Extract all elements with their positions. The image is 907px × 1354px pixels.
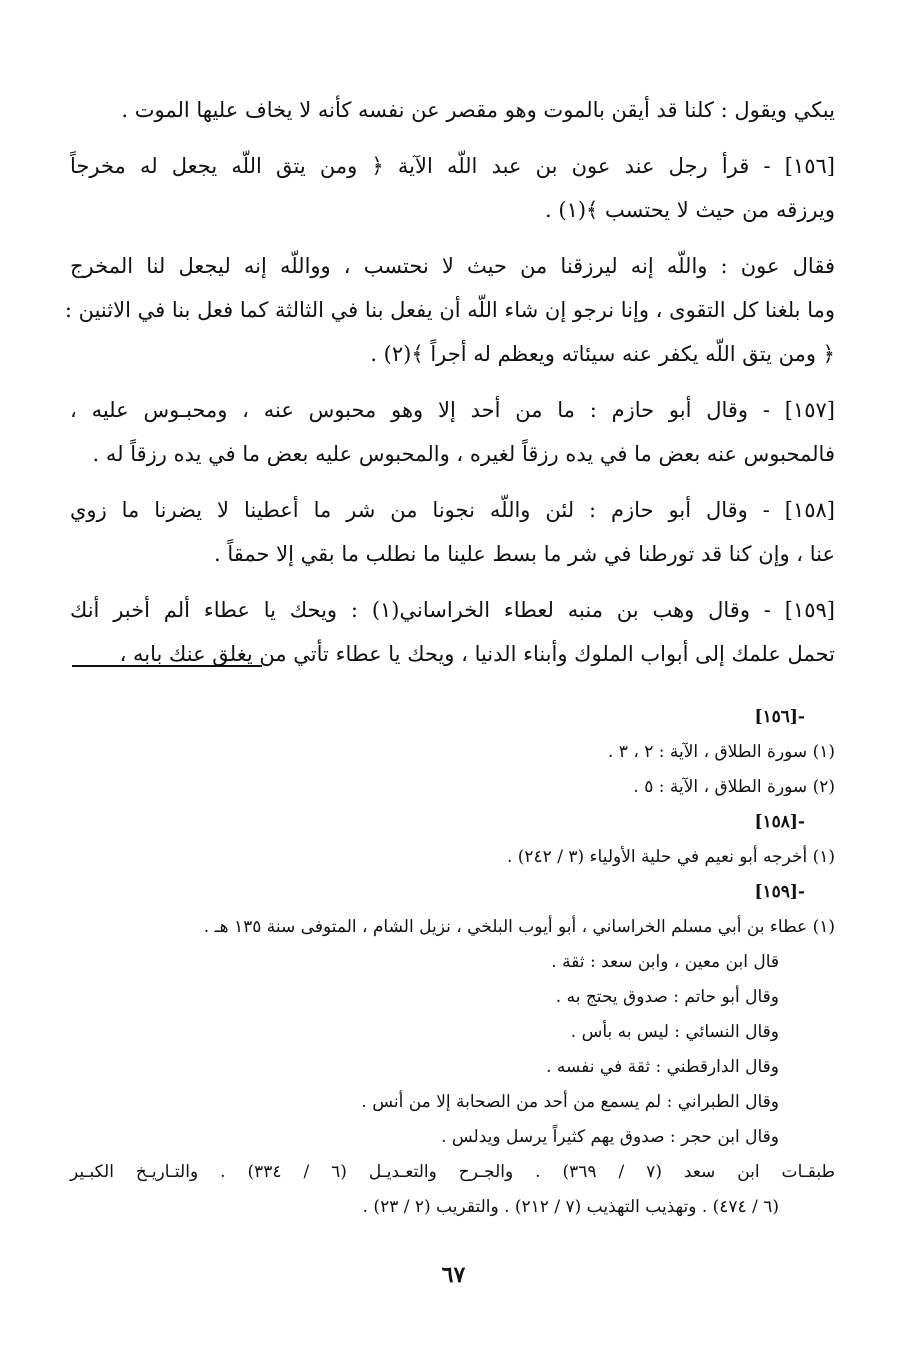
footnote-line: وقال الدارقطني : ثقة في نفسه . — [546, 1057, 779, 1077]
footnote-line: وقال النسائي : ليس به بأس . — [570, 1022, 779, 1042]
paragraph — [64, 244, 835, 376]
main-text — [64, 88, 835, 688]
footnote-heading: -[١٥٦] — [754, 707, 805, 727]
text-line: تحمل علمك إلى أبواب الملوك وأبناء الدنيا ، ويحك يا عطاء تأتي من يغلق عنك بابه ، — [119, 642, 835, 666]
footnote-line: وقال ابن حجر : صدوق يهم كثيراً يرسل ويدلس . — [441, 1127, 779, 1147]
footnote-line: (٢) سورة الطلاق ، الآية : ٥ . — [633, 777, 835, 797]
paragraph — [70, 388, 835, 476]
text-line: ويرزقه من حيث لا يحتسب ﴾(١) . — [545, 198, 835, 222]
text-line: فقال عون : واللّه إنه ليرزقنا من حيث لا نحتسب ، وواللّه إنه ليجعل لنا المخرج — [70, 254, 835, 278]
footnote-heading: -[١٥٩] — [754, 882, 805, 902]
footnotes — [70, 700, 835, 1225]
footnote-line: قال ابن معين ، وابن سعد : ثقة . — [551, 952, 779, 972]
text-line: يبكي ويقول : كلنا قد أيقن بالموت وهو مقصر عن نفسه كأنه لا يخاف عليها الموت . — [121, 98, 835, 122]
text-line: [١٥٦] - قرأ رجل عند عون بن عبد اللّه الآية ﴿ ومن يتق اللّه يجعل له مخرجاً — [70, 154, 835, 178]
text-line: ﴿ ومن يتق اللّه يكفر عنه سيئاته ويعظم له أجراً ﴾(٢) . — [370, 342, 835, 366]
footnote-line: وقال الطبراني : لم يسمع من أحد من الصحابة إلا من أنس . — [361, 1092, 779, 1112]
footnote-line: (٦ / ٤٧٤) . وتهذيب التهذيب (٧ / ٢١٢) . والتقريب (٢ / ٢٣) . — [362, 1197, 779, 1217]
footnote-heading: -[١٥٨] — [754, 812, 805, 832]
footnote-line: (١) أخرجه أبو نعيم في حلية الأولياء (٣ / ٢٤٢) . — [506, 847, 835, 867]
text-line: وما بلغنا كل التقوى ، وإنا نرجو إن شاء اللّه أن يفعل بنا في الثالثة كما فعل بنا في الاثنين : — [64, 298, 835, 322]
text-line: فالمحبوس عنه بعض ما في يده رزقاً لغيره ، والمحبوس عليه بعض ما في يده رزقاً له . — [92, 442, 835, 466]
paragraph — [70, 588, 835, 676]
page-number: ٦٧ — [441, 1262, 466, 1288]
text-line: [١٥٧] - وقال أبو حازم : ما من أحد إلا وهو محبوس عنه ، ومحبـوس عليه ، — [70, 398, 835, 422]
paragraph — [70, 488, 835, 576]
text-line: [١٥٩] - وقال وهب بن منبه لعطاء الخراساني(١) : ويحك يا عطاء ألم أخبر أنك — [70, 598, 835, 622]
footnote-line: (١) سورة الطلاق ، الآية : ٢ ، ٣ . — [607, 742, 835, 762]
footnote-line: طبقـات ابن سعد (٧ / ٣٦٩) . والجـرح والتعـديـل (٦ / ٣٣٤) . والتـاريـخ الكبـير — [70, 1162, 835, 1182]
footnote-separator — [72, 665, 262, 667]
text-line: عنا ، وإن كنا قد تورطنا في شر ما بسط علينا ما نطلب ما بقي إلا حمقاً . — [214, 542, 835, 566]
footnote-line: (١) عطاء بن أبي مسلم الخراساني ، أبو أيوب البلخي ، نزيل الشام ، المتوفى سنة ١٣٥ هـ . — [203, 917, 835, 937]
footnote-line: وقال أبو حاتم : صدوق يحتج به . — [555, 987, 779, 1007]
paragraph — [70, 88, 835, 132]
paragraph — [70, 144, 835, 232]
text-line: [١٥٨] - وقال أبو حازم : لئن واللّه نجونا من شر ما أعطينا لا يضرنا ما زوي — [70, 498, 835, 522]
